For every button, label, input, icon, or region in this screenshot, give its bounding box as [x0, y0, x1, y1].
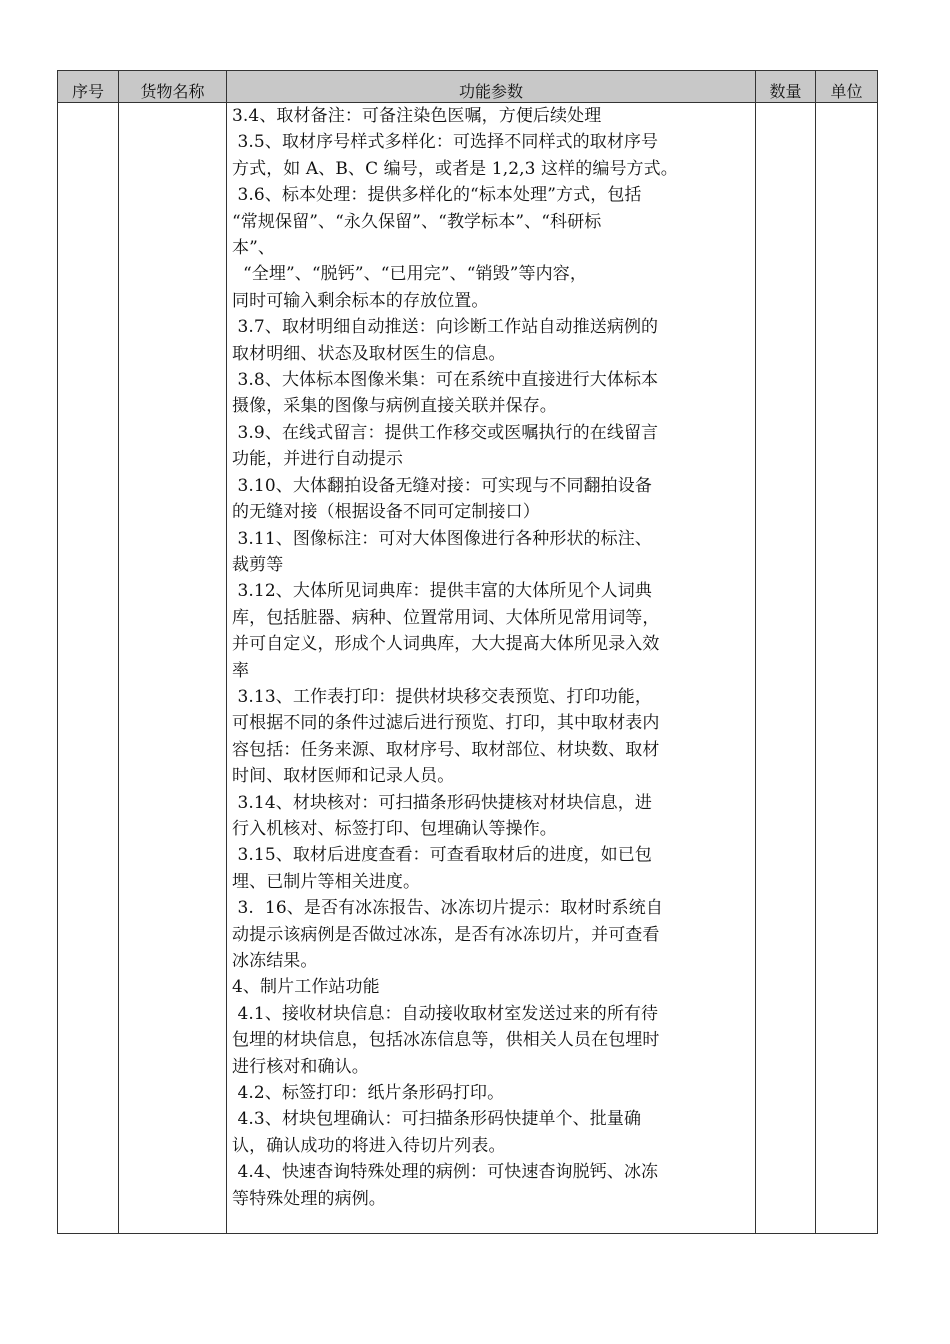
spec-line: 3.9、在线式留言：提供工作移交或医嘱执行的在线留言 — [232, 422, 659, 443]
spec-line: 库，包括脏器、病种、位置常用词、大体所见常用词等， — [232, 607, 660, 628]
spec-line: 的无缝对接（根据设备不同可定制接口） — [232, 502, 540, 523]
spec-line: 容包括：任务来源、取材序号、取材部位、材块数、取材 — [232, 739, 660, 760]
spec-line: 埋、已制片等相关进度。 — [232, 871, 421, 892]
spec-line: 3.5、取材序号样式多样化：可选择不同样式的取材序号 — [232, 132, 659, 153]
spec-line: 率 — [232, 660, 250, 681]
table-header-row — [58, 71, 878, 103]
spec-line: 3.12、大体所见词典库：提供丰富的大体所见个人词典 — [232, 581, 652, 602]
spec-line: 可根据不同的条件过滤后进行预览、打印，其中取材表内 — [232, 713, 660, 734]
header-unit: 单位 — [816, 71, 878, 103]
spec-line: 3.14、材块核对：可扫描条形码快捷核对材块信息，进 — [232, 792, 652, 813]
cell-serial-no — [58, 103, 119, 1234]
cell-quantity — [756, 103, 816, 1234]
spec-line: 冰冻结果。 — [232, 951, 318, 971]
spec-line: “全埋”、“脱钙”、“已用完”、“销毁”等内容， — [232, 264, 587, 285]
header-goods-name: 货物名称 — [119, 71, 227, 103]
spec-line: 4.3、材块包埋确认：可扫描条形码快捷单个、批量确 — [232, 1109, 642, 1130]
spec-line: 等特殊处理的病例。 — [232, 1188, 386, 1209]
spec-line: 3.10、大体翻拍设备无缝对接：可实现与不同翻拍设备 — [232, 475, 652, 496]
cell-function-params — [227, 103, 756, 1234]
spec-line: 3. 16、是否有冰冻报告、冰冻切片提示：取材时系统自 — [232, 898, 663, 919]
spec-line: 裁剪等 — [232, 554, 284, 575]
spec-line: 时间、取材医师和记录人员。 — [232, 766, 455, 787]
spec-line: 3.15、取材后进度查看：可查看取材后的进度，如已包 — [232, 845, 652, 866]
header-serial-no: 序号 — [58, 71, 119, 103]
spec-line: “常规保留”、“永久保留”、“教学标本”、“科研标 — [232, 211, 602, 232]
spec-line: 4.1、接收材块信息：自动接收取材室发送过来的所有待 — [232, 1003, 659, 1024]
spec-line: 动提示该病例是否做过冰冻，是否有冰冻切片，并可查看 — [232, 924, 660, 945]
spec-line: 3.6、标本处理：提供多样化的“标本处理”方式，包括 — [232, 185, 642, 206]
header-quantity: 数量 — [756, 71, 816, 103]
spec-line: 行入机核对、标签打印、包埋确认等操作。 — [232, 818, 557, 839]
spec-line: 取材明细、状态及取材医生的信息。 — [232, 343, 506, 364]
spec-line: 功能，并进行自动提示 — [232, 449, 403, 470]
spec-line: 4、制片工作站功能 — [232, 977, 380, 998]
spec-line: 3.11、图像标注：可对大体图像进行各种形状的标注、 — [232, 528, 652, 549]
spec-line: 3.4、取材备注：可备注染色医嘱，方便后续处理 — [232, 106, 602, 126]
procurement-spec-table — [57, 70, 878, 1234]
spec-line: 包埋的材块信息，包括冰冻信息等，供相关人员在包埋时 — [232, 1030, 660, 1051]
spec-line: 同时可输入剩余标本的存放位置。 — [232, 290, 489, 311]
spec-line: 进行核对和确认。 — [232, 1056, 369, 1077]
table-row — [58, 103, 878, 1234]
spec-text-block — [232, 103, 745, 1212]
cell-unit — [816, 103, 878, 1234]
spec-line: 3.7、取材明细自动推送：向诊断工作站自动推送病例的 — [232, 317, 659, 338]
spec-line: 认，确认成功的将进入待切片列表。 — [232, 1135, 506, 1156]
header-function-params: 功能参数 — [227, 71, 756, 103]
spec-line: 4.4、快速杳询特殊处理的病例：可快速杳询脱钙、冰冻 — [232, 1162, 659, 1183]
spec-line: 摄像，采集的图像与病例直接关联并保存。 — [232, 396, 557, 417]
spec-line: 并可自定义，形成个人词典库，大大提髙大体所见录入效 — [232, 634, 660, 655]
spec-line: 本”、 — [232, 238, 275, 259]
spec-line: 4.2、标签打印：纸片条形码打印。 — [232, 1083, 505, 1104]
spec-line: 3.8、大体标本图像米集：可在系统中直接进行大体标本 — [232, 370, 659, 391]
spec-line: 3.13、工作表打印：提供材块移交表预览、打印功能， — [232, 686, 652, 707]
spec-line: 方式，如 A、B、C 编号，或者是 1,2,3 这样的编号方式。 — [232, 158, 678, 179]
cell-goods-name — [119, 103, 227, 1234]
